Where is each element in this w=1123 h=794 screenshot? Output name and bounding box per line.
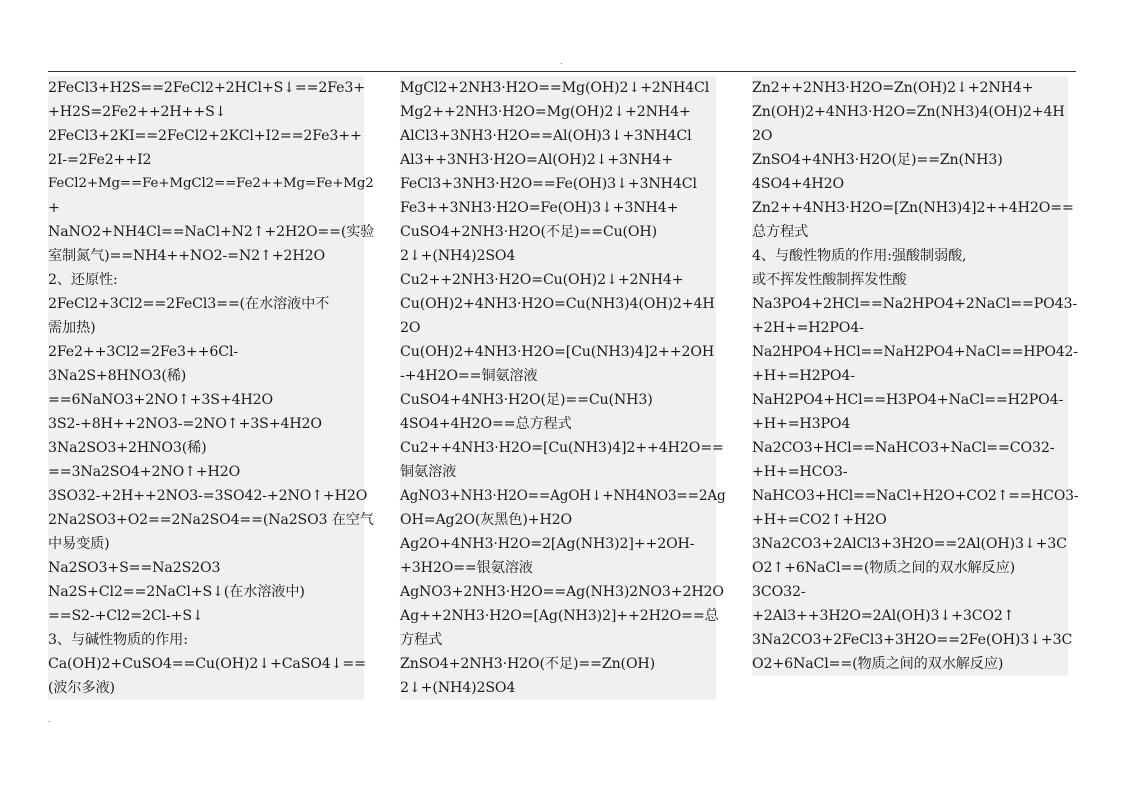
column-middle — [400, 76, 726, 700]
text-line: 2FeCl3+H2S==2FeCl2+2HCl+S↓==2Fe3+ — [48, 76, 364, 100]
text-line: 需加热) — [48, 316, 364, 340]
text-line: 3Na2CO3+2FeCl3+3H2O==2Fe(OH)3↓+3C — [752, 628, 1068, 652]
text-line: ==6NaNO3+2NO↑+3S+4H2O — [48, 388, 364, 412]
text-line: Na3PO4+2HCl==Na2HPO4+2NaCl==PO43- — [752, 292, 1068, 316]
page-mark-bottom: . — [48, 715, 51, 724]
text-line: ==S2-+Cl2=2Cl-+S↓ — [48, 604, 364, 628]
text-line: Mg2++2NH3·H2O=Mg(OH)2↓+2NH4+ — [400, 100, 716, 124]
text-line: Ca(OH)2+CuSO4==Cu(OH)2↓+CaSO4↓== — [48, 652, 364, 676]
text-line: 3Na2CO3+2AlCl3+3H2O==2Al(OH)3↓+3C — [752, 532, 1068, 556]
text-line: 或不挥发性酸制挥发性酸 — [752, 268, 1068, 292]
text-line: Ag++2NH3·H2O=[Ag(NH3)2]++2H2O==总 — [400, 604, 716, 628]
text-line: FeCl3+3NH3·H2O==Fe(OH)3↓+3NH4Cl — [400, 172, 716, 196]
text-line: +H+=HCO3- — [752, 460, 1068, 484]
text-line: NaH2PO4+HCl==H3PO4+NaCl==H2PO4- — [752, 388, 1068, 412]
text-line: 总方程式 — [752, 220, 1068, 244]
text-line: CuSO4+2NH3·H2O(不足)==Cu(OH) — [400, 220, 716, 244]
text-line: 4SO4+4H2O — [752, 172, 1068, 196]
text-line: Cu(OH)2+4NH3·H2O=Cu(NH3)4(OH)2+4H — [400, 292, 716, 316]
text-line: 2Fe2++3Cl2=2Fe3++6Cl- — [48, 340, 364, 364]
column-left — [48, 76, 374, 700]
text-line: + — [48, 196, 364, 220]
text-line: Fe3++3NH3·H2O=Fe(OH)3↓+3NH4+ — [400, 196, 716, 220]
column-right — [752, 76, 1078, 676]
header-rule — [48, 71, 1076, 72]
text-line: 3、与碱性物质的作用: — [48, 628, 364, 652]
text-line: 4SO4+4H2O==总方程式 — [400, 412, 716, 436]
text-line: AgNO3+2NH3·H2O==Ag(NH3)2NO3+2H2O — [400, 580, 716, 604]
text-line: Ag2O+4NH3·H2O=2[Ag(NH3)2]++2OH- — [400, 532, 716, 556]
text-line: 2FeCl3+2KI==2FeCl2+2KCl+I2==2Fe3++ — [48, 124, 364, 148]
text-line: ZnSO4+2NH3·H2O(不足)==Zn(OH) — [400, 652, 716, 676]
text-line: 方程式 — [400, 628, 716, 652]
text-line: 2I-=2Fe2++I2 — [48, 148, 364, 172]
page-mark-top: . — [560, 57, 563, 66]
text-line: Zn(OH)2+4NH3·H2O=Zn(NH3)4(OH)2+4H — [752, 100, 1068, 124]
text-line: Cu2++4NH3·H2O=[Cu(NH3)4]2++4H2O== — [400, 436, 716, 460]
text-line: Cu2++2NH3·H2O=Cu(OH)2↓+2NH4+ — [400, 268, 716, 292]
text-line: O2+6NaCl==(物质之间的双水解反应) — [752, 652, 1068, 676]
text-line: 3CO32- — [752, 580, 1068, 604]
text-line: 铜氨溶液 — [400, 460, 716, 484]
text-line: O2↑+6NaCl==(物质之间的双水解反应) — [752, 556, 1068, 580]
text-line: 2O — [752, 124, 1068, 148]
text-line: 2O — [400, 316, 716, 340]
text-line: Na2HPO4+HCl==NaH2PO4+NaCl==HPO42- — [752, 340, 1068, 364]
text-line: FeCl2+Mg==Fe+MgCl2==Fe2++Mg=Fe+Mg2 — [48, 172, 364, 196]
text-line: Zn2++4NH3·H2O=[Zn(NH3)4]2++4H2O== — [752, 196, 1068, 220]
text-line: NaHCO3+HCl==NaCl+H2O+CO2↑==HCO3- — [752, 484, 1068, 508]
text-line: Na2CO3+HCl==NaHCO3+NaCl==CO32- — [752, 436, 1068, 460]
text-line: 2↓+(NH4)2SO4 — [400, 244, 716, 268]
text-line: +3H2O==银氨溶液 — [400, 556, 716, 580]
text-line: 3SO32-+2H++2NO3-=3SO42-+2NO↑+H2O — [48, 484, 364, 508]
text-line: 2Na2SO3+O2==2Na2SO4==(Na2SO3 在空气 — [48, 508, 364, 532]
text-line: Na2SO3+S==Na2S2O3 — [48, 556, 364, 580]
text-line: 2FeCl2+3Cl2==2FeCl3==(在水溶液中不 — [48, 292, 364, 316]
text-line: CuSO4+4NH3·H2O(足)==Cu(NH3) — [400, 388, 716, 412]
text-line: 3S2-+8H++2NO3-=2NO↑+3S+4H2O — [48, 412, 364, 436]
text-line: 中易变质) — [48, 532, 364, 556]
text-line: Na2S+Cl2==2NaCl+S↓(在水溶液中) — [48, 580, 364, 604]
text-line: AlCl3+3NH3·H2O==Al(OH)3↓+3NH4Cl — [400, 124, 716, 148]
text-line: +H+=H2PO4- — [752, 364, 1068, 388]
text-line: AgNO3+NH3·H2O==AgOH↓+NH4NO3==2Ag — [400, 484, 716, 508]
text-line: OH=Ag2O(灰黑色)+H2O — [400, 508, 716, 532]
text-line: +2Al3++3H2O=2Al(OH)3↓+3CO2↑ — [752, 604, 1068, 628]
text-line: +H+=H3PO4 — [752, 412, 1068, 436]
text-line: +2H+=H2PO4- — [752, 316, 1068, 340]
text-line: ==3Na2SO4+2NO↑+H2O — [48, 460, 364, 484]
text-line: NaNO2+NH4Cl==NaCl+N2↑+2H2O==(实验 — [48, 220, 364, 244]
text-line: +H2S=2Fe2++2H++S↓ — [48, 100, 364, 124]
text-line: 2↓+(NH4)2SO4 — [400, 676, 716, 700]
text-line: (波尔多液) — [48, 676, 364, 700]
text-line: 3Na2S+8HNO3(稀) — [48, 364, 364, 388]
text-line: MgCl2+2NH3·H2O==Mg(OH)2↓+2NH4Cl — [400, 76, 716, 100]
text-line: 4、与酸性物质的作用:强酸制弱酸, — [752, 244, 1068, 268]
text-line: ZnSO4+4NH3·H2O(足)==Zn(NH3) — [752, 148, 1068, 172]
text-line: +H+=CO2↑+H2O — [752, 508, 1068, 532]
text-line: 室制氮气)==NH4++NO2-=N2↑+2H2O — [48, 244, 364, 268]
text-line: Cu(OH)2+4NH3·H2O=[Cu(NH3)4]2++2OH — [400, 340, 716, 364]
text-line: Al3++3NH3·H2O=Al(OH)2↓+3NH4+ — [400, 148, 716, 172]
text-line: -+4H2O==铜氨溶液 — [400, 364, 716, 388]
text-line: 2、还原性: — [48, 268, 364, 292]
text-line: 3Na2SO3+2HNO3(稀) — [48, 436, 364, 460]
text-line: Zn2++2NH3·H2O=Zn(OH)2↓+2NH4+ — [752, 76, 1068, 100]
